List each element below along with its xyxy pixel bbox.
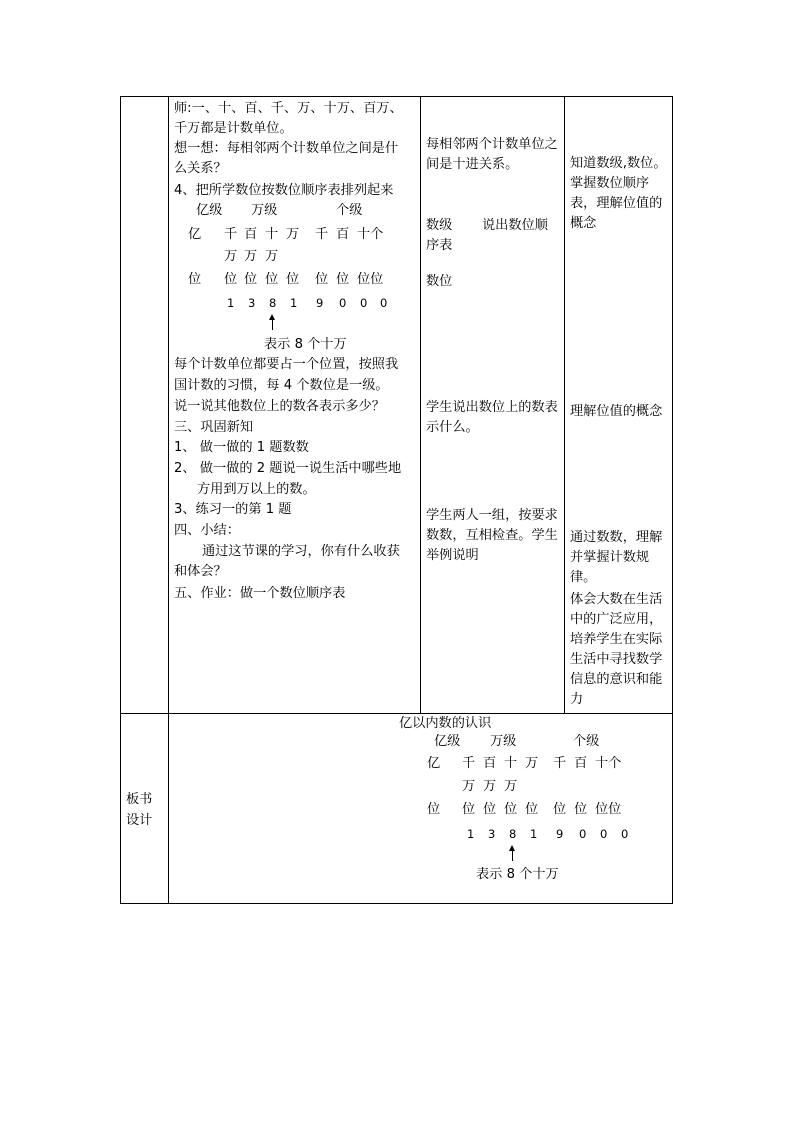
teaching-line: 三、巩固新知: [174, 420, 254, 435]
place: 位: [504, 802, 518, 817]
digit: 9: [556, 827, 564, 841]
digit: 0: [579, 827, 587, 841]
unit: 亿: [427, 756, 441, 771]
place: 位: [286, 272, 300, 287]
teaching-line: 每个计数单位都要占一个位置，按照我: [174, 357, 399, 372]
unit: 千: [224, 227, 238, 242]
digit: 9: [316, 296, 324, 310]
place: 位: [462, 802, 476, 817]
teaching-line: 师:一、十、百、千、万、十万、百万、: [174, 101, 403, 116]
digit: 8: [509, 827, 517, 841]
unit: 十个: [595, 756, 622, 771]
teaching-line: 方用到万以上的数。: [197, 482, 316, 497]
place: 位: [188, 272, 202, 287]
unit: 千: [315, 227, 329, 242]
teaching-line: 通过这节课的学习，你有什么收获: [202, 544, 400, 559]
digit: 8: [269, 296, 277, 310]
place: 位: [525, 802, 539, 817]
column-divider: [168, 96, 169, 904]
unit: 百: [244, 227, 258, 242]
unit: 万: [244, 249, 258, 264]
board-label: 设计: [126, 813, 153, 828]
digit: 0: [339, 296, 347, 310]
unit: 百: [574, 756, 588, 771]
intent-note: 知道数级,数位。掌握数位顺序表，理解位值的概念: [570, 156, 667, 231]
place: 位: [483, 802, 497, 817]
unit: 亿: [188, 227, 202, 242]
teaching-line: 四、小结：: [174, 523, 240, 538]
place: 位: [315, 272, 329, 287]
digit: 3: [488, 827, 496, 841]
place: 位: [265, 272, 279, 287]
teaching-line: 4、把所学数位按数位顺序表排列起来: [174, 183, 394, 198]
place: 位: [244, 272, 258, 287]
level-label: 个级: [573, 734, 600, 749]
annotation: 表示 8 个十万: [264, 337, 347, 352]
digit: 0: [600, 827, 608, 841]
unit: 十: [504, 756, 518, 771]
level-label: 亿级: [434, 734, 461, 749]
unit: 万: [265, 249, 279, 264]
unit: 万: [525, 756, 539, 771]
student-note: 学生两人一组，按要求数数，互相检查。学生举例说明: [426, 508, 558, 563]
digit: 0: [621, 827, 629, 841]
place: 位位: [595, 802, 622, 817]
intent-note: 体会大数在生活中的广泛应用，培养学生在实际生活中寻找数学信息的意识和能力: [570, 592, 663, 707]
unit: 万: [462, 779, 476, 794]
teaching-line: 想一想：每相邻两个计数单位之间是什: [174, 141, 399, 156]
student-note: 说出数位顺序表: [426, 218, 548, 253]
teaching-line: 2、 做一做的 2 题说一说生活中哪些地: [174, 461, 402, 476]
unit: 万: [286, 227, 300, 242]
student-note: 每相邻两个计数单位之间是十进关系。: [426, 137, 558, 172]
row-divider: [120, 713, 673, 714]
student-note: 数级: [426, 218, 453, 233]
unit: 万: [224, 249, 238, 264]
column-divider: [420, 96, 421, 714]
digit: 1: [227, 296, 235, 310]
unit: 十: [265, 227, 279, 242]
unit: 万: [483, 779, 497, 794]
teaching-line: 1、 做一做的 1 题数数: [174, 440, 309, 455]
digit: 1: [530, 827, 538, 841]
teaching-line: 3、练习一的第 1 题: [174, 502, 292, 517]
board-title: 亿以内数的认识: [399, 716, 492, 731]
intent-note: 通过数数，理解并掌握计数规律。: [570, 530, 663, 585]
level-label: 个级: [336, 203, 363, 218]
teaching-line: 五、作业：做一个数位顺序表: [174, 586, 346, 601]
unit: 千: [462, 756, 476, 771]
place: 位: [427, 802, 441, 817]
unit: 万: [504, 779, 518, 794]
level-label: 万级: [490, 734, 517, 749]
up-arrow-icon: [512, 850, 513, 861]
teaching-line: 千万都是计数单位。: [174, 121, 293, 136]
annotation: 表示 8 个十万: [476, 867, 559, 882]
unit: 千: [553, 756, 567, 771]
level-label: 万级: [251, 203, 278, 218]
digit: 1: [467, 827, 475, 841]
place: 位: [336, 272, 350, 287]
place: 位: [574, 802, 588, 817]
teaching-line: 说一说其他数位上的数各表示多少？: [174, 399, 385, 414]
student-note: 学生说出数位上的数表示什么。: [426, 400, 558, 435]
teaching-line: 国计数的习惯，每 4 个数位是一级。: [174, 378, 389, 393]
intent-note: 理解位值的概念: [570, 404, 663, 419]
digit: 0: [380, 296, 388, 310]
digit: 1: [290, 296, 298, 310]
unit: 百: [336, 227, 350, 242]
board-label: 板书: [126, 792, 153, 807]
column-divider: [564, 96, 565, 714]
place: 位: [224, 272, 238, 287]
unit: 十个: [357, 227, 384, 242]
digit: 0: [360, 296, 368, 310]
place: 位位: [357, 272, 384, 287]
teaching-line: 和体会？: [174, 564, 227, 579]
teaching-line: 么关系？: [174, 161, 227, 176]
digit: 3: [248, 296, 256, 310]
level-label: 亿级: [196, 203, 223, 218]
up-arrow-icon: [272, 319, 273, 330]
place: 位: [553, 802, 567, 817]
unit: 百: [483, 756, 497, 771]
student-note: 数位: [426, 274, 453, 289]
